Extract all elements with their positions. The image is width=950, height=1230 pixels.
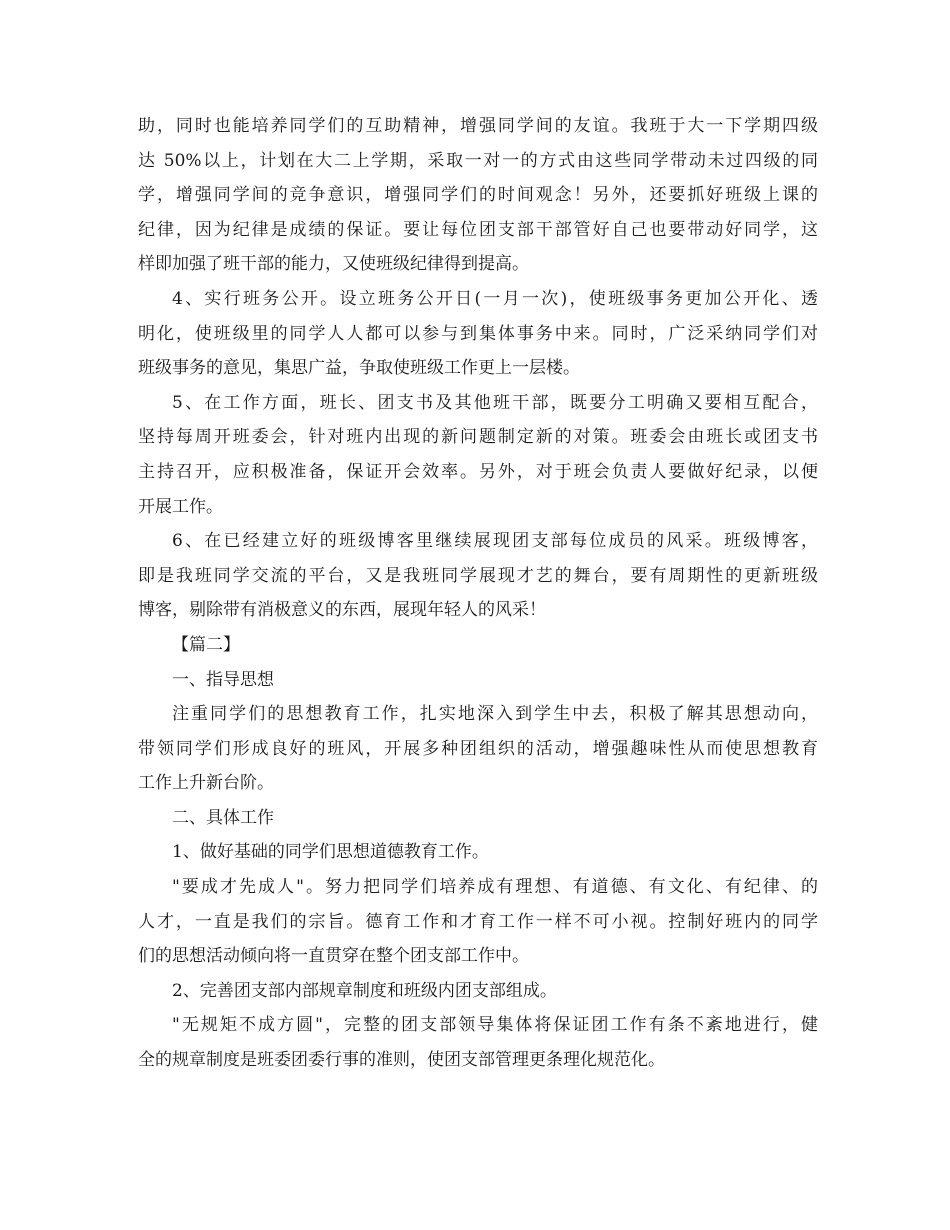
text-line: 工作上升新台阶。 bbox=[138, 773, 274, 794]
text-line: 注重同学们的思想教育工作，扎实地深入到学生中去，积极了解其思想动向， bbox=[172, 704, 818, 725]
subheading-moral-education: 1、做好基础的同学们思想道德教育工作。 bbox=[172, 842, 489, 863]
text-line: 纪律，因为纪律是成绩的保证。要让每位团支部干部管好自己也要带动好同学，这 bbox=[138, 219, 818, 240]
text-line: 4、实行班务公开。设立班务公开日(一月一次)，使班级事务更加公开化、透 bbox=[172, 288, 818, 309]
subheading-rules: 2、完善团支部内部规章制度和班级内团支部组成。 bbox=[172, 980, 557, 1001]
text-line: 样即加强了班干部的能力，又使班级纪律得到提高。 bbox=[138, 254, 529, 275]
text-line: 助，同时也能培养同学们的互助精神，增强同学间的友谊。我班于大一下学期四级 bbox=[138, 116, 818, 136]
text-line: 博客，剔除带有消极意义的东西，展现年轻人的风采！ bbox=[138, 600, 546, 621]
paragraph-item-4 bbox=[138, 282, 818, 386]
text-line: "要成才先成人"。努力把同学们培养成有理想、有道德、有文化、有纪律、的 bbox=[172, 877, 818, 898]
text-line: 即是我班同学交流的平台，又是我班同学展现才艺的舞台，要有周期性的更新班级 bbox=[138, 565, 818, 586]
text-line: 主持召开，应积极准备，保证开会效率。另外，对于班会负责人要做好纪录，以便 bbox=[138, 461, 818, 482]
text-line: 6、在已经建立好的班级博客里继续展现团支部每位成员的风采。班级博客， bbox=[172, 531, 818, 552]
text-line: 达 50%以上，计划在大二上学期，采取一对一的方式由这些同学带动未过四级的同 bbox=[138, 150, 818, 171]
paragraph-item-5 bbox=[138, 386, 818, 524]
paragraph-moral bbox=[138, 870, 818, 974]
section-title: 【篇二】 bbox=[172, 634, 240, 655]
text-line: 班级事务的意见，集思广益，争取使班级工作更上一层楼。 bbox=[138, 358, 580, 379]
heading-specific-work: 二、具体工作 bbox=[172, 807, 274, 828]
text-line: 们的思想活动倾向将一直贯穿在整个团支部工作中。 bbox=[138, 946, 529, 967]
paragraph-rules bbox=[138, 1008, 818, 1077]
text-line: 全的规章制度是班委团委行事的准则，使团支部管理更条理化规范化。 bbox=[138, 1050, 665, 1071]
paragraph-item-6 bbox=[138, 524, 818, 628]
text-line: 5、在工作方面，班长、团支书及其他班干部，既要分工明确又要相互配合， bbox=[172, 392, 818, 413]
paragraph-continuation bbox=[138, 109, 818, 282]
text-line: 开展工作。 bbox=[138, 496, 223, 517]
heading-guiding-ideology: 一、指导思想 bbox=[172, 669, 274, 690]
paragraph-guiding bbox=[138, 697, 818, 801]
document-body bbox=[138, 109, 818, 1078]
text-line: 带领同学们形成良好的班风，开展多种团组织的活动，增强趣味性从而使思想教育 bbox=[138, 738, 818, 759]
text-line: 明化，使班级里的同学人人都可以参与到集体事务中来。同时，广泛采纳同学们对 bbox=[138, 323, 818, 344]
text-line: 学，增强同学间的竞争意识，增强同学们的时间观念！另外，还要抓好班级上课的 bbox=[138, 185, 818, 206]
text-line: 坚持每周开班委会，针对班内出现的新问题制定新的对策。班委会由班长或团支书 bbox=[138, 427, 818, 448]
text-line: "无规矩不成方圆"，完整的团支部领导集体将保证团工作有条不紊地进行，健 bbox=[172, 1015, 818, 1036]
text-line: 人才，一直是我们的宗旨。德育工作和才育工作一样不可小视。控制好班内的同学 bbox=[138, 911, 818, 932]
